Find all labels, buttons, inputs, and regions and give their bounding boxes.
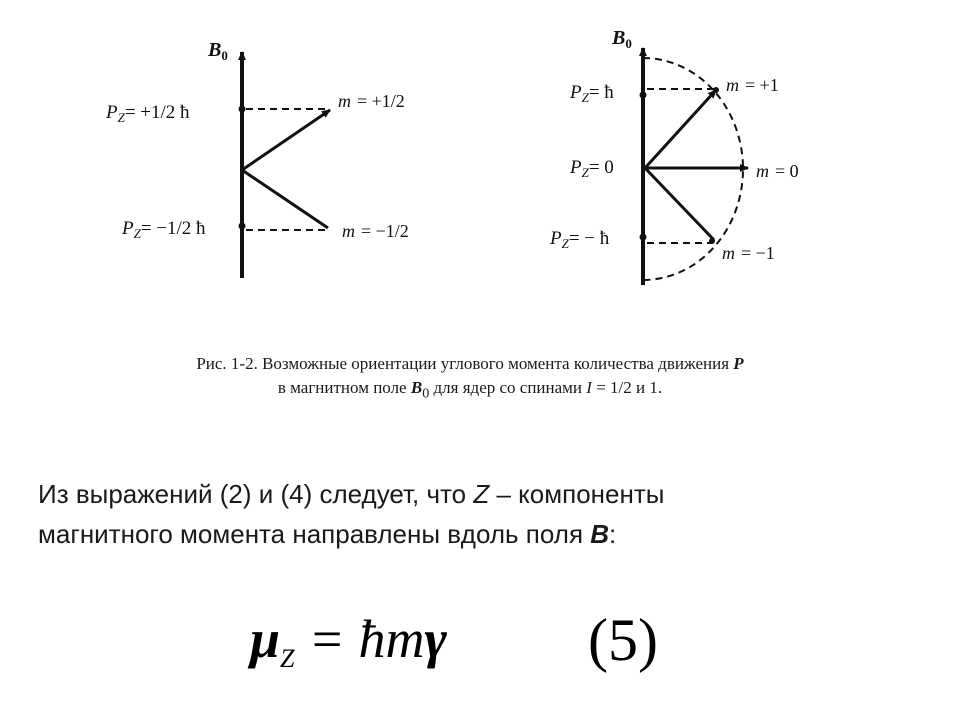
left-vector-up: [242, 110, 330, 170]
left-pz-plus-label: $P_Z= +1/2$ ħ: [106, 102, 190, 125]
right-pz-minus-label: $P_Z=$ − ħ: [550, 228, 610, 251]
right-m-minus-label: m = −1: [722, 243, 775, 263]
caption-line-2: в магнитном поле $B_0$ для ядер со спинами I = 1/2 и 1.: [277, 378, 663, 402]
right-pz-plus-label: $P_Z=$ ħ: [570, 82, 614, 105]
left-b0-label: $B_0$: [208, 39, 228, 63]
body-paragraph: [38, 474, 918, 554]
left-pz-minus-label: $P_Z= -1/2$ ħ: [122, 218, 206, 241]
body-line-1: Из выражений (2) и (4) следует, что Z – компоненты: [38, 479, 665, 509]
left-m-plus-label: m = +1/2: [338, 91, 405, 111]
body-line-2: магнитного момента направлены вдоль поля B:: [38, 519, 617, 549]
equation-number: (5): [588, 607, 658, 673]
right-m-plus-label: m = +1: [726, 75, 779, 95]
right-b0-label: $B_0$: [612, 27, 632, 51]
right-pz-zero-label: $P_Z= 0$: [570, 157, 614, 180]
spin-orientation-figure: [0, 0, 960, 340]
right-vector-minus: [645, 168, 714, 240]
right-spin-one-diagram: [549, 27, 799, 285]
left-spin-half-diagram: [105, 39, 409, 278]
magnetic-moment-formula: μZ = ħmγ: [250, 609, 447, 673]
right-m-zero-label: m = 0: [756, 161, 799, 181]
left-vector-down: [242, 170, 328, 228]
right-vector-plus: [645, 90, 716, 168]
caption-line-1: Рис. 1-2. Возможные ориентации углового момента количества движения P: [196, 354, 744, 373]
left-m-minus-label: m = −1/2: [342, 221, 409, 241]
figure-caption: [60, 352, 880, 405]
